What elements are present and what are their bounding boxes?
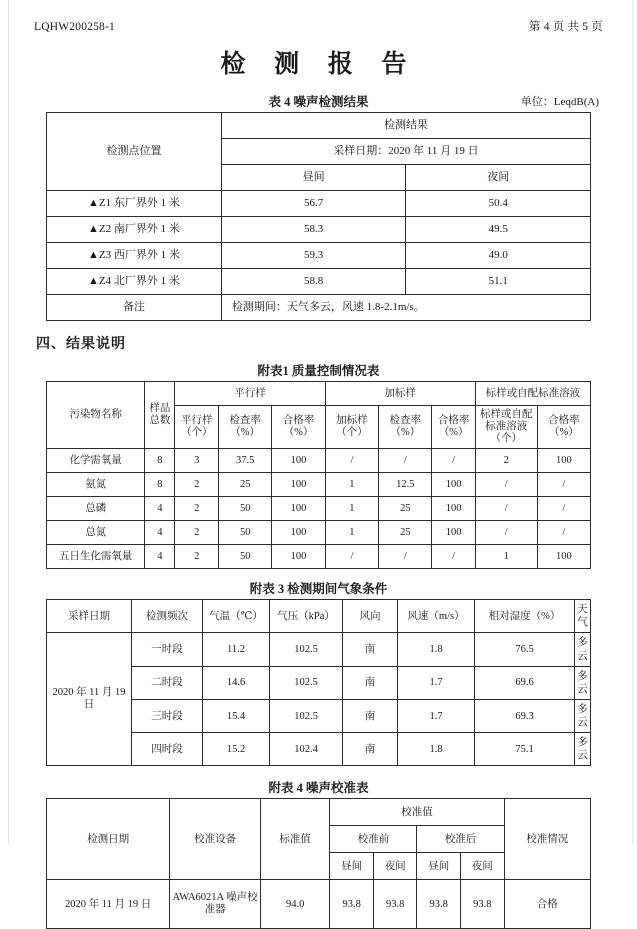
qc-header-spiked: 加标样	[325, 382, 475, 406]
qc-spiked-rate: 25	[379, 497, 432, 521]
qc-header-parallel-count: 平行样（个）	[175, 406, 219, 449]
noise-sampling-date: 采样日期：2020 年 11 月 19 日	[221, 139, 590, 165]
qc-sample-count: 8	[145, 473, 175, 497]
cal-header-cal-value: 校准值	[330, 799, 504, 826]
qc-table-caption-wrap	[34, 361, 603, 378]
qc-header-std-pass: 合格率（%）	[537, 406, 590, 449]
cal-header-device: 校准设备	[170, 799, 261, 880]
met-temp: 11.2	[203, 633, 270, 666]
noise-col-results-header: 检测结果	[221, 113, 590, 139]
noise-calibration-table	[46, 798, 591, 929]
qc-parallel-rate: 25	[219, 473, 272, 497]
noise-location: ▲Z4 北厂界外 1 米	[47, 269, 222, 295]
qc-parallel-count: 2	[175, 521, 219, 545]
cal-header-after: 校准后	[417, 826, 504, 853]
table-row	[47, 633, 591, 666]
qc-parallel-count: 2	[175, 497, 219, 521]
cal-std-value: 94.0	[260, 880, 329, 929]
met-pressure: 102.4	[270, 733, 343, 766]
qc-parallel-rate: 50	[219, 521, 272, 545]
noise-location: ▲Z1 东厂界外 1 米	[47, 191, 222, 217]
met-pressure: 102.5	[270, 699, 343, 732]
qc-spiked-rate: /	[379, 545, 432, 569]
page-title: 检 测 报 告	[220, 49, 417, 78]
met-temp: 15.2	[203, 733, 270, 766]
met-header-wind-dir: 风向	[343, 600, 398, 633]
noise-col-day-header: 昼间	[221, 165, 406, 191]
qc-spiked-pass: /	[432, 545, 475, 569]
cal-header-after-day: 昼间	[417, 853, 461, 880]
qc-parallel-rate: 50	[219, 497, 272, 521]
cal-status: 合格	[504, 880, 590, 929]
noise-remark-label: 备注	[47, 295, 222, 321]
qc-sample-count: 4	[145, 545, 175, 569]
met-frequency: 二时段	[132, 666, 203, 699]
qc-header-spiked-count: 加标样（个）	[325, 406, 379, 449]
meteorological-table	[46, 599, 591, 766]
qc-spiked-pass: 100	[432, 497, 475, 521]
qc-header-spiked-pass: 合格率（%）	[432, 406, 475, 449]
table-row	[47, 113, 591, 139]
table-row	[47, 545, 591, 569]
met-header-date: 采样日期	[47, 600, 132, 633]
qc-spiked-rate: /	[379, 449, 432, 473]
cal-after-night: 93.8	[461, 880, 505, 929]
qc-parallel-pass: 100	[272, 497, 325, 521]
cal-header-date: 检测日期	[47, 799, 170, 880]
qc-std-count: /	[475, 521, 537, 545]
met-header-humidity: 相对湿度（%）	[475, 600, 575, 633]
met-temp: 14.6	[203, 666, 270, 699]
noise-results-table	[46, 112, 591, 321]
qc-std-pass: 100	[537, 449, 590, 473]
met-wind-dir: 南	[343, 666, 398, 699]
met-table-caption-wrap	[34, 579, 603, 596]
qc-spiked-count: 1	[325, 521, 379, 545]
noise-day-value: 56.7	[221, 191, 406, 217]
qc-parallel-pass: 100	[272, 545, 325, 569]
qc-std-pass: 100	[537, 545, 590, 569]
qc-pollutant-name: 总磷	[47, 497, 145, 521]
cal-before-day: 93.8	[330, 880, 374, 929]
met-humidity: 69.3	[475, 699, 575, 732]
noise-col-night-header: 夜间	[406, 165, 591, 191]
met-humidity: 75.1	[475, 733, 575, 766]
qc-pollutant-name: 化学需氧量	[47, 449, 145, 473]
qc-parallel-count: 2	[175, 473, 219, 497]
qc-parallel-count: 3	[175, 449, 219, 473]
qc-parallel-pass: 100	[272, 473, 325, 497]
cal-table-caption: 附表 4 噪声校准表	[268, 781, 369, 796]
met-header-wind-speed: 风速（m/s）	[398, 600, 475, 633]
met-pressure: 102.5	[270, 633, 343, 666]
qc-header-standard: 标样或自配标准溶液	[475, 382, 590, 406]
qc-spiked-rate: 25	[379, 521, 432, 545]
qc-sample-count: 8	[145, 449, 175, 473]
noise-day-value: 58.3	[221, 217, 406, 243]
table-row	[47, 217, 591, 243]
met-frequency: 四时段	[132, 733, 203, 766]
noise-table-caption: 表 4 噪声检测结果	[268, 95, 369, 109]
table-row	[47, 497, 591, 521]
met-weather: 多云	[575, 733, 591, 766]
section-heading: 四、结果说明	[36, 337, 126, 352]
met-frequency: 三时段	[132, 699, 203, 732]
page-number: 第 4 页 共 5 页	[528, 21, 603, 33]
met-wind-dir: 南	[343, 633, 398, 666]
page-header	[34, 18, 603, 34]
noise-col-location-header: 检测点位置	[47, 113, 222, 191]
qc-table-caption: 附表1 质量控制情况表	[257, 364, 380, 378]
cal-header-before: 校准前	[330, 826, 417, 853]
met-header-frequency: 检测频次	[132, 600, 203, 633]
qc-spiked-rate: 12.5	[379, 473, 432, 497]
qc-sample-count: 4	[145, 521, 175, 545]
met-wind-speed: 1.8	[398, 633, 475, 666]
cal-header-status: 校准情况	[504, 799, 590, 880]
met-wind-speed: 1.8	[398, 733, 475, 766]
table-row	[47, 449, 591, 473]
cal-after-day: 93.8	[417, 880, 461, 929]
qc-parallel-rate: 37.5	[219, 449, 272, 473]
qc-sample-count: 4	[145, 497, 175, 521]
met-header-temp: 气温（℃）	[203, 600, 270, 633]
met-weather: 多云	[575, 699, 591, 732]
qc-parallel-pass: 100	[272, 449, 325, 473]
qc-spiked-count: 1	[325, 473, 379, 497]
met-humidity: 76.5	[475, 633, 575, 666]
met-weather: 多云	[575, 633, 591, 666]
qc-std-pass: /	[537, 497, 590, 521]
qc-std-count: 2	[475, 449, 537, 473]
met-wind-speed: 1.7	[398, 699, 475, 732]
qc-std-pass: /	[537, 473, 590, 497]
scan-edge-left	[8, 0, 9, 844]
met-header-weather: 天气	[575, 600, 591, 633]
noise-location: ▲Z2 南厂界外 1 米	[47, 217, 222, 243]
qc-header-parallel: 平行样	[175, 382, 325, 406]
qc-header-sample-count: 样品总数	[145, 382, 175, 449]
noise-remark-value: 检测期间：天气多云，风速 1.8-2.1m/s。	[221, 295, 590, 321]
noise-day-value: 59.3	[221, 243, 406, 269]
met-pressure: 102.5	[270, 666, 343, 699]
qc-header-std-count: 标样或自配标准溶液（个）	[475, 406, 537, 449]
cal-date: 2020 年 11 月 19 日	[47, 880, 170, 929]
noise-location: ▲Z3 西厂界外 1 米	[47, 243, 222, 269]
qc-parallel-count: 2	[175, 545, 219, 569]
qc-pollutant-name: 氨氮	[47, 473, 145, 497]
cal-before-night: 93.8	[373, 880, 417, 929]
met-humidity: 69.6	[475, 666, 575, 699]
scan-edge-right	[632, 0, 633, 844]
cal-device: AWA6021A 噪声校准器	[170, 880, 261, 929]
qc-parallel-rate: 50	[219, 545, 272, 569]
noise-table-unit: 单位：LeqdB(A)	[520, 96, 599, 108]
qc-header-pollutant: 污染物名称	[47, 382, 145, 449]
met-date: 2020 年 11 月 19 日	[47, 633, 132, 766]
document-number: LQHW200258-1	[34, 21, 115, 33]
qc-spiked-count: /	[325, 449, 379, 473]
noise-night-value: 51.1	[406, 269, 591, 295]
qc-pollutant-name: 五日生化需氧量	[47, 545, 145, 569]
met-wind-dir: 南	[343, 699, 398, 732]
qc-std-count: /	[475, 497, 537, 521]
qc-spiked-count: /	[325, 545, 379, 569]
table-row	[47, 521, 591, 545]
table-row	[47, 191, 591, 217]
table-row	[47, 269, 591, 295]
met-header-pressure: 气压（kPa）	[270, 600, 343, 633]
cal-header-before-day: 昼间	[330, 853, 374, 880]
met-weather: 多云	[575, 666, 591, 699]
met-wind-dir: 南	[343, 733, 398, 766]
qc-header-parallel-pass: 合格率（%）	[272, 406, 325, 449]
met-frequency: 一时段	[132, 633, 203, 666]
table-row	[47, 600, 591, 633]
table-row	[47, 382, 591, 406]
noise-table-caption-wrap	[34, 92, 603, 109]
noise-day-value: 58.8	[221, 269, 406, 295]
table-row	[47, 473, 591, 497]
qc-spiked-count: 1	[325, 497, 379, 521]
qc-spiked-pass: 100	[432, 473, 475, 497]
quality-control-table	[46, 381, 591, 569]
noise-night-value: 49.5	[406, 217, 591, 243]
qc-header-spiked-rate: 检查率（%）	[379, 406, 432, 449]
cal-header-before-night: 夜间	[373, 853, 417, 880]
qc-parallel-pass: 100	[272, 521, 325, 545]
table-row	[47, 295, 591, 321]
cal-table-caption-wrap	[34, 778, 603, 795]
met-table-caption: 附表 3 检测期间气象条件	[249, 582, 388, 597]
table-row	[47, 880, 591, 929]
qc-spiked-pass: 100	[432, 521, 475, 545]
noise-night-value: 50.4	[406, 191, 591, 217]
cal-header-std-value: 标准值	[260, 799, 329, 880]
qc-header-parallel-rate: 检查率（%）	[219, 406, 272, 449]
cal-header-after-night: 夜间	[461, 853, 505, 880]
qc-std-pass: /	[537, 521, 590, 545]
noise-night-value: 49.0	[406, 243, 591, 269]
qc-std-count: /	[475, 473, 537, 497]
met-wind-speed: 1.7	[398, 666, 475, 699]
met-temp: 15.4	[203, 699, 270, 732]
qc-pollutant-name: 总氮	[47, 521, 145, 545]
qc-std-count: 1	[475, 545, 537, 569]
qc-spiked-pass: /	[432, 449, 475, 473]
table-row	[47, 799, 591, 826]
table-row	[47, 243, 591, 269]
